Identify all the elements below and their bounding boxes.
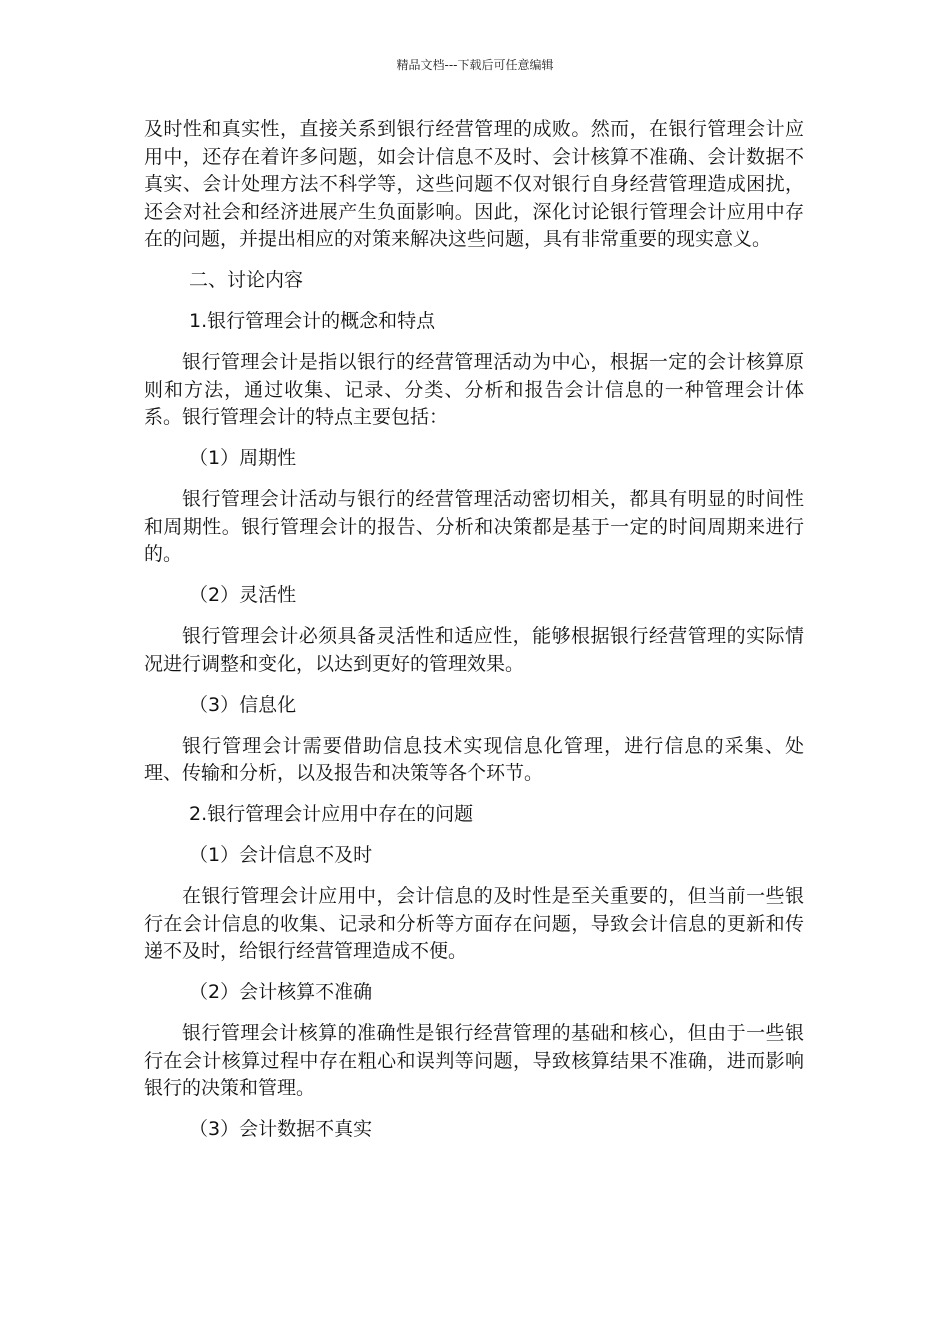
subheading-untrue-data: （3）会计数据不真实 [189, 1118, 373, 1140]
subheading-informatization: （3）信息化 [189, 693, 297, 716]
section-heading-problems: 2.银行管理会计应用中存在的问题 [189, 803, 474, 825]
paragraph-continued: 及时性和真实性，直接关系到银行经营管理的成败。然而，在银行管理会计应用中，还存在着许多问题，如会计信息不及时、会计核算不准确、会计数据不真实、会计处理方法不科学等，这些问题不仅对银行自身经营管理造成困扰，还会对社会和经济进展产生负面影响。因此，深化讨论银行管理会计应用中存在的问题，并提出相应的对策来解决这些问题，具有非常重要的现实意义。 [144, 118, 804, 250]
section-heading-concept: 1.银行管理会计的概念和特点 [189, 310, 436, 332]
page-header: 精品文档---下载后可任意编辑 [396, 58, 554, 72]
subheading-periodicity: （1）周期性 [189, 447, 297, 469]
subheading-inaccurate-accounting: （2）会计核算不准确 [189, 981, 373, 1003]
paragraph-periodicity: 银行管理会计活动与银行的经营管理活动密切相关，都具有明显的时间性和周期性。银行管理会计的报告、分析和决策都是基于一定的时间周期来进行的。 [144, 488, 804, 565]
paragraph-inaccurate-accounting: 银行管理会计核算的准确性是银行经营管理的基础和核心，但由于一些银行在会计核算过程中存在粗心和误判等问题，导致核算结果不准确，进而影响银行的决策和管理。 [144, 1022, 804, 1099]
paragraph-informatization: 银行管理会计需要借助信息技术实现信息化管理，进行信息的采集、处理、传输和分析，以及报告和决策等各个环节。 [144, 734, 804, 784]
paragraph-untimely-info: 在银行管理会计应用中，会计信息的及时性是至关重要的，但当前一些银行在会计信息的收集、记录和分析等方面存在问题，导致会计信息的更新和传递不及时，给银行经营管理造成不便。 [144, 885, 804, 962]
subheading-flexibility: （2）灵活性 [189, 584, 297, 606]
section-heading-discussion: 二、讨论内容 [189, 269, 304, 291]
paragraph-flexibility: 银行管理会计必须具备灵活性和适应性，能够根据银行经营管理的实际情况进行调整和变化，以达到更好的管理效果。 [144, 625, 804, 675]
subheading-untimely-info: （1）会计信息不及时 [189, 844, 373, 866]
document-body [144, 116, 804, 1157]
paragraph-definition: 银行管理会计是指以银行的经营管理活动为中心，根据一定的会计核算原则和方法，通过收集、记录、分类、分析和报告会计信息的一种管理会计体系。银行管理会计的特点主要包括： [144, 351, 804, 428]
